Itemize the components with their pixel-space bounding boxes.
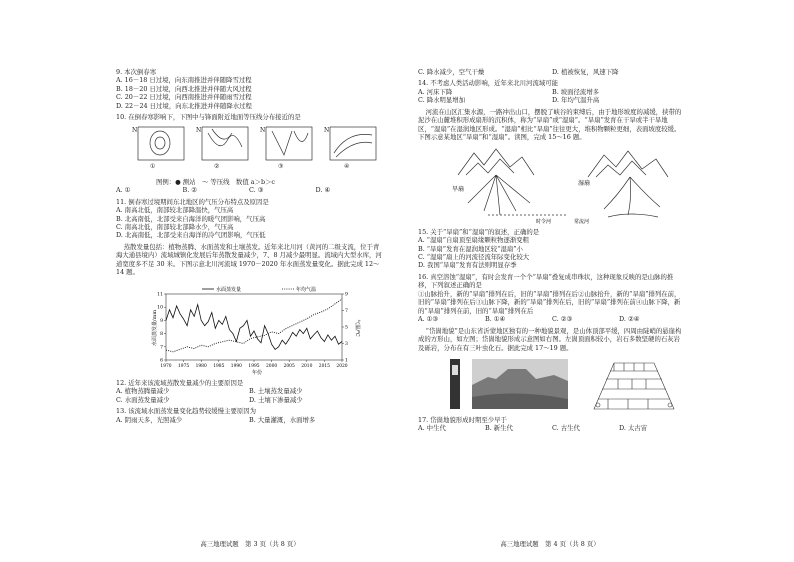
option: D. 北高南低，北部受来自海洋的冷气团影响，气压低	[116, 231, 266, 240]
svg-text:N: N	[132, 126, 138, 134]
option: A. ①③	[418, 315, 439, 324]
x-tick-label: 2020	[336, 363, 348, 369]
option: B. “旱扇”发育在湿润地区较“湿扇”小	[418, 244, 523, 253]
isobar-legend: 图例：● 测站 ～ 等压线 数值 a＞b＞c	[156, 177, 276, 186]
question-16-stem: 16. 真空溶蚀“湿扇”，有时会发育一个个“旱扇”叠复成串珠状，这种现象反映的是山脉的推移，下列叙述正确的是	[418, 272, 674, 290]
x-tick-label: 2010	[301, 363, 313, 369]
option: C. 南高北低，南部较北部降水少，气压高	[116, 222, 234, 231]
option: B. ②	[182, 186, 197, 195]
option: D. 22－24 日过境，向东北推进并伴随降水过程	[116, 101, 252, 110]
option: A. “湿扇”自扇顶至扇缘颗粒物逐渐变粗	[418, 236, 530, 245]
y-tick-label-right: 9	[345, 292, 348, 298]
option: D. 太古宙	[619, 424, 648, 433]
question-13	[116, 407, 382, 424]
option: C. “湿扇”扇上的河流径流年际变化较大	[418, 252, 530, 261]
y-tick-label-left: 8	[160, 331, 163, 337]
isobar-panel-label: ②	[214, 162, 220, 170]
option: B. 大量灌溉，水面增多	[249, 415, 316, 424]
y-tick-label-left: 11	[157, 292, 163, 298]
option: A. 南高北低，南部较北部降温快，气压高	[116, 206, 234, 215]
question-16	[418, 273, 686, 324]
series-line-1	[166, 299, 342, 352]
y-tick-label-right: 7	[345, 308, 348, 314]
option: B. 坡面径流增多	[552, 87, 600, 96]
x-tick-label: 2015	[318, 363, 330, 369]
svg-text:N: N	[324, 126, 330, 134]
option: B. 18－20 日过境，向西北推进并伴随大风过程	[116, 84, 252, 93]
passage-12-14: 蒸散发量包括：植物蒸腾、水面蒸发和土壤蒸发。近年来北川河（黄河的二级支流，位于青海大通县境内）流域城镇化发展后年蒸散发量减少，7、8 月减少最明显。流域内大型水库，河道宽度多不足 30 米。下图示意北川河流域 1970－2020 年水面蒸发量变化。据此完成 12～14 题。	[116, 242, 382, 277]
svg-text:N: N	[196, 126, 202, 134]
question-14	[418, 79, 686, 104]
right-column	[418, 68, 686, 433]
question-16-statements: ①山脉抬升，新的“旱扇”排列在后，旧的“旱扇”排列在后②山脉抬升，新的“旱扇”排列在前，旧的“旱扇”排列在后③山脉下降，新的“旱扇”排列在后，旧的“旱扇”排列在前④山脉下降，新的“旱扇”排列在前，旧的“旱扇”排列在后	[418, 289, 681, 315]
question-13-stem: 13. 该流域水面蒸发量变化趋势较缓慢主要原因为	[116, 407, 257, 416]
question-11	[116, 198, 382, 240]
option: C. 20－22 日过境，向西南推进并伴随雨雪过程	[116, 93, 252, 102]
question-13-continued	[418, 68, 686, 76]
series-line-0	[166, 304, 342, 349]
option: A. 16－18 日过境，向东南推进并伴随降雪过程	[116, 76, 252, 85]
option: C. 降水减少，空气干燥	[418, 68, 485, 76]
y-tick-label-left: 6	[160, 358, 163, 364]
question-11-stem: 11. 倒春寒过境期间东北地区的气压分布特点及原因是	[116, 197, 269, 206]
isobar-figure	[116, 125, 382, 175]
question-14-stem: 14. 不考虑人类活动影响，近年来北川河流域可能	[418, 79, 559, 88]
option: B. 土壤蒸发量减少	[249, 387, 303, 396]
question-15-stem: 15. 关于“旱扇”和“湿扇”的叙述，正确的是	[418, 227, 540, 236]
chart-ylabel-left: 水面蒸发量/mm	[152, 309, 158, 346]
option: D. ④	[315, 186, 331, 195]
svg-text:N: N	[260, 126, 266, 134]
page-footer-left: 高三地理试题 第 3 页（共 8 页）	[200, 540, 300, 548]
chart-xlabel: 年份	[251, 369, 263, 376]
option: C. 水面蒸发量减少	[116, 395, 170, 404]
x-tick-label: 1970	[160, 363, 172, 369]
question-12-stem: 12. 近年来该流域蒸散发量减少的主要原因是	[116, 378, 244, 387]
isobar-panel-3	[266, 127, 312, 160]
label-wet-fan: 湿扇	[578, 179, 591, 187]
x-tick-label: 1975	[178, 363, 190, 369]
option: C. 古生代	[552, 424, 580, 433]
legend-temperature: 年均气温	[296, 286, 317, 293]
x-tick-label: 1995	[248, 363, 260, 369]
option: C. ③	[249, 186, 264, 195]
y-tick-label-left: 10	[157, 305, 163, 311]
x-tick-label: 2005	[283, 363, 295, 369]
y-tick-label-right: 5	[345, 325, 348, 331]
option: D. ②④	[619, 315, 640, 324]
option: B. ①④	[485, 315, 506, 324]
alluvial-fan-figure	[418, 145, 686, 225]
question-9	[116, 68, 382, 110]
legend-evaporation: 水面蒸发量	[216, 286, 242, 293]
option: A. 阴雨天多，光照减少	[116, 415, 183, 424]
landform-diagram	[594, 363, 674, 409]
label-dry-fan: 旱扇	[452, 185, 465, 193]
option: B. 新生代	[485, 424, 513, 433]
y-tick-label-right: 3	[345, 341, 348, 347]
landform-photo	[472, 359, 568, 409]
isobar-panel-label: ①	[150, 162, 156, 170]
option: C. ②③	[552, 315, 573, 324]
question-12	[116, 379, 382, 404]
daigu-landform-figure	[418, 355, 686, 413]
passage-15-16: 河流在山区汇集水源，一路冲出山口，摆脱了峡谷的束缚后，由于地形坡度的减缓，挟带的泥沙在山麓堆积形成扇形的沉积体，称为“旱扇”或“湿扇”。“旱扇”发育在干旱或半干旱地区，“湿扇”在湿润地区形成。“湿扇”相比“旱扇”往往更大，堆积物颗粒更细，表面坡度较缓。下图示意某地区“旱扇”和“湿扇”。读图，完成 15～16 题。	[418, 107, 682, 142]
question-10	[116, 113, 382, 194]
plot-frame	[166, 294, 342, 360]
isobar-panel-label: ③	[278, 162, 284, 170]
option: B. 北高南低，北部受来自海洋的暖气团影响，气压高	[116, 214, 266, 223]
label-seasonal-river: 时令河	[536, 218, 552, 225]
x-tick-label: 2000	[266, 363, 278, 369]
option: A. 植物蒸腾量减少	[116, 387, 170, 396]
option: D. 植被恢复，风速下降	[552, 68, 619, 76]
page-footer-right: 高三地理试题 第 4 页（共 8 页）	[500, 540, 600, 548]
evaporation-chart	[116, 280, 382, 376]
y-tick-label-left: 7	[160, 345, 163, 351]
isobar-panel-label: ④	[344, 162, 350, 170]
option: D. 土壤下渗量减少	[249, 395, 303, 404]
option: A. 中生代	[418, 424, 446, 433]
option: A. 河床下降	[418, 87, 453, 96]
x-tick-label: 1985	[213, 363, 225, 369]
option: D. 年均气温升高	[552, 96, 600, 105]
x-tick-label: 1980	[195, 363, 207, 369]
question-10-stem: 10. 在倒春寒影响下，下图中与锋面附近地面等压线分布接近的是	[116, 113, 301, 122]
question-17-stem: 17. 岱崮地貌形成时期至少早于	[418, 415, 507, 424]
x-tick-label: 1990	[230, 363, 242, 369]
option: A. ①	[116, 186, 131, 195]
left-column	[116, 68, 382, 424]
passage-17-19: “岱崮地貌”是山东省沂蒙地区独有的一种地貌景观，是山体顶部平缓，四周由陡峭的悬崖构成的方形山，如左图；岱崮地貌形成示意图如右图。左崮顶面积较小，岩石多数坚硬的石灰岩及砾岩，分布在有三叶虫化石。据此完成 17～19 题。	[418, 326, 682, 352]
isobar-panel-4	[330, 127, 376, 160]
question-15	[418, 228, 686, 270]
option: C. 降水明显增加	[418, 96, 466, 105]
label-perennial-river: 常流河	[574, 218, 590, 225]
chart-ylabel-right: 气温/℃	[354, 319, 360, 337]
question-9-stem: 9. 本次倒春寒	[116, 68, 157, 76]
option: D. 我国“旱扇”发育有法则明显存季	[418, 261, 517, 270]
question-17	[418, 416, 686, 433]
y-tick-label-left: 9	[160, 318, 163, 324]
y-tick-label-right: 1	[345, 358, 348, 364]
